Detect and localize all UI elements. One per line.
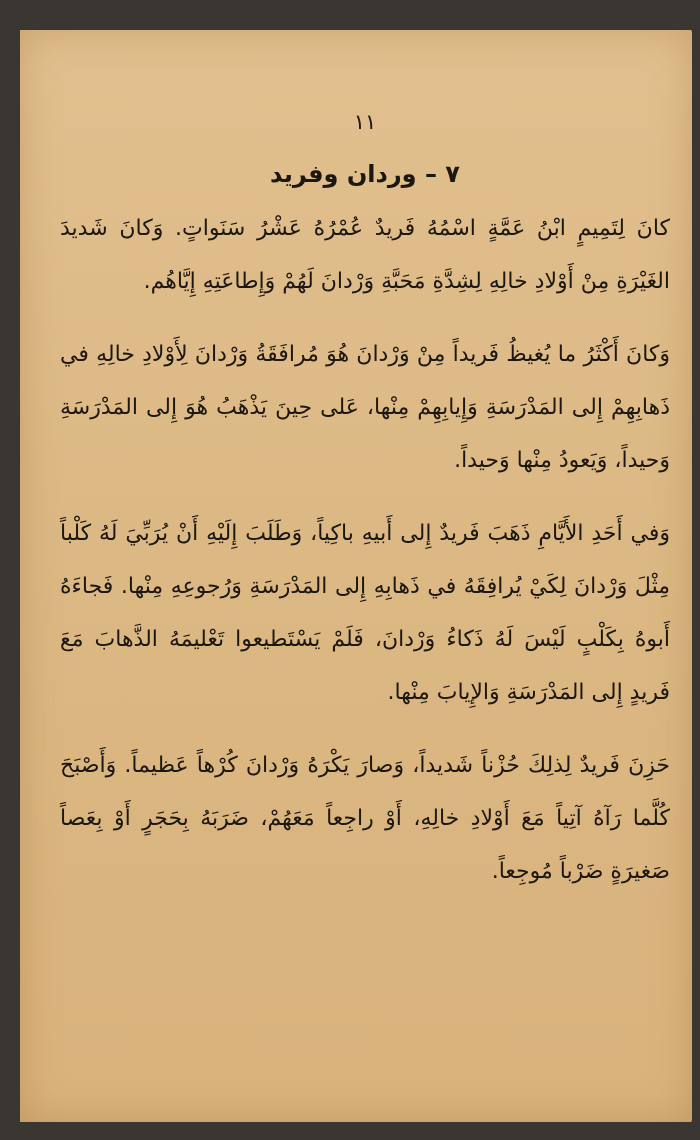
page-content: [60, 110, 670, 918]
paragraph: كانَ لِتَمِيمٍ ابْنُ عَمَّةٍ اسْمُهُ فَريدٌ عُمْرُهُ عَشْرُ سَنَواتٍ. وَكانَ شَديدَ الغَيْرَةِ مِنْ أَوْلادِ خالِهِ لِشِدَّةِ مَحَبَّةِ وَرْدانَ لَهُمْ وَإِطاعَتِهِ إِيَّاهُم.: [60, 216, 670, 294]
paragraph: حَزِنَ فَريدٌ لِذلِكَ حُزْناً شَديداً، وَصارَ يَكْرَهُ وَرْدانَ كُرْهاً عَظيماً. وَأَصْبَحَ كُلَّما رَآهُ آتِياً مَعَ أَوْلادِ خالِهِ، أَوْ راجِعاً مَعَهُمْ، ضَرَبَهُ بِحَجَرٍ أَوْ بِعَصاً صَغيرَةٍ ضَرْباً مُوجِعاً.: [60, 753, 670, 884]
paragraph: وَفي أَحَدِ الأَيَّامِ ذَهَبَ فَريدٌ إِلى أَبيهِ باكِياً، وَطَلَبَ إِلَيْهِ أَنْ يُرَبِّيَ لَهُ كَلْباً مِثْلَ وَرْدانَ لِكَيْ يُرافِقَهُ في ذَهابِهِ إِلى المَدْرَسَةِ وَرُجوعِهِ مِنْها. فَجاءَهُ أَبوهُ بِكَلْبٍ لَيْسَ لَهُ ذَكاءُ وَرْدانَ، فَلَمْ يَسْتَطيعوا تَعْليمَهُ الذَّهابَ مَعَ فَريدٍ إِلى المَدْرَسَةِ وَالإِيابَ مِنْها.: [60, 521, 670, 705]
paragraph: وَكانَ أَكْثَرُ ما يُغيظُ فَريداً مِنْ وَرْدانَ هُوَ مُرافَقَةُ وَرْدانَ لِأَوْلادِ خالِهِ في ذَهابِهِمْ إِلى المَدْرَسَةِ وَإِيابِهِمْ مِنْها، عَلى حِينَ يَذْهَبُ هُوَ إِلى المَدْرَسَةِ وَحيداً، وَيَعودُ مِنْها وَحيداً.: [60, 342, 670, 473]
page-number: ١١: [353, 110, 377, 134]
chapter-title: ٧ – وردان وفريد: [270, 160, 460, 188]
